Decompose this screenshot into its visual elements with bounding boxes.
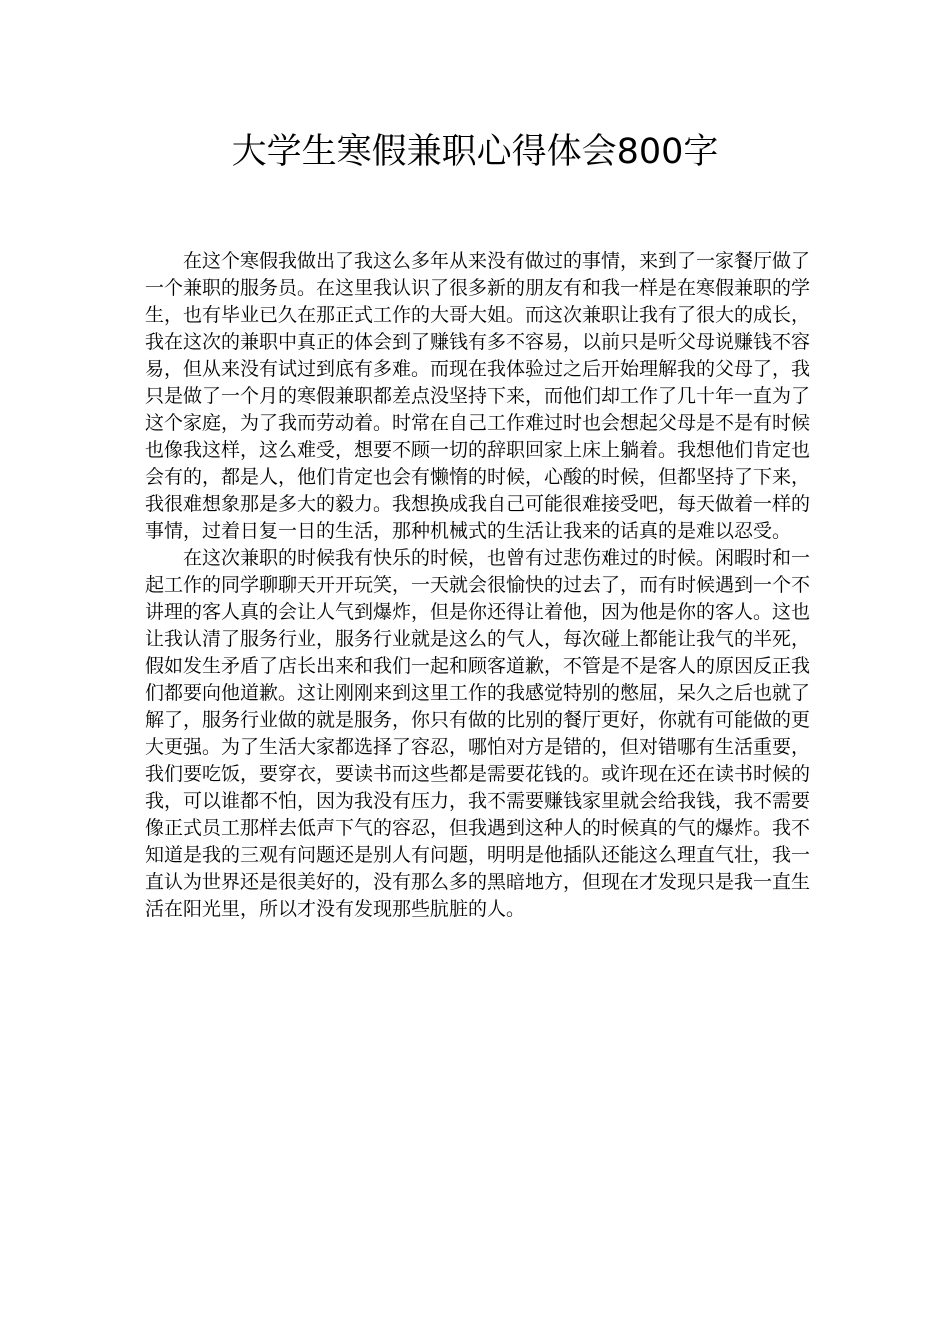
paragraph-2: 在这次兼职的时候我有快乐的时候，也曾有过悲伤难过的时候。闲暇时和一起工作的同学聊聊天开开玩笑，一天就会很愉快的过去了，而有时候遇到一个不讲理的客人真的会让人气到爆炸，但是你还得让着他，因为他是你的客人。这也让我认清了服务行业，服务行业就是这么的气人，每次碰上都能让我气的半死，假如发生矛盾了店长出来和我们一起和顾客道歉，不管是不是客人的原因反正我们都要向他道歉。这让刚刚来到这里工作的我感觉特别的憋屈，呆久之后也就了解了，服务行业做的就是服务，你只有做的比别的餐厅更好，你就有可能做的更大更强。为了生活大家都选择了容忍，哪怕对方是错的，但对错哪有生活重要，我们要吃饭，要穿衣，要读书而这些都是需要花钱的。或许现在还在读书时候的我，可以谁都不怕，因为我没有压力，我不需要赚钱家里就会给我钱，我不需要像正式员工那样去低声下气的容忍，但我遇到这种人的时候真的气的爆炸。我不知道是我的三观有问题还是别人有问题，明明是他插队还能这么理直气壮，我一直认为世界还是很美好的，没有那么多的黑暗地方，但现在才发现只是我一直生活在阳光里，所以才没有发现那些肮脏的人。 (145, 547, 811, 920)
document-title: 大学生寒假兼职心得体会800字 (231, 132, 719, 172)
paragraph-1: 在这个寒假我做出了我这么多年从来没有做过的事情，来到了一家餐厅做了一个兼职的服务员。在这里我认识了很多新的朋友有和我一样是在寒假兼职的学生，也有毕业已久在那正式工作的大哥大姐。而这次兼职让我有了很大的成长，我在这次的兼职中真正的体会到了赚钱有多不容易，以前只是听父母说赚钱不容易，但从来没有试过到底有多难。而现在我体验过之后开始理解我的父母了，我只是做了一个月的寒假兼职都差点没坚持下来，而他们却工作了几十年一直为了这个家庭，为了我而劳动着。时常在自己工作难过时也会想起父母是不是有时候也像我这样，这么难受，想要不顾一切的辞职回家上床上躺着。我想他们肯定也会有的，都是人，他们肯定也会有懒惰的时候，心酸的时候，但都坚持了下来，我很难想象那是多大的毅力。我想换成我自己可能很难接受吧，每天做着一样的事情，过着日复一日的生活，那种机械式的生活让我来的话真的是难以忍受。 (145, 250, 811, 542)
document-body (145, 248, 810, 923)
